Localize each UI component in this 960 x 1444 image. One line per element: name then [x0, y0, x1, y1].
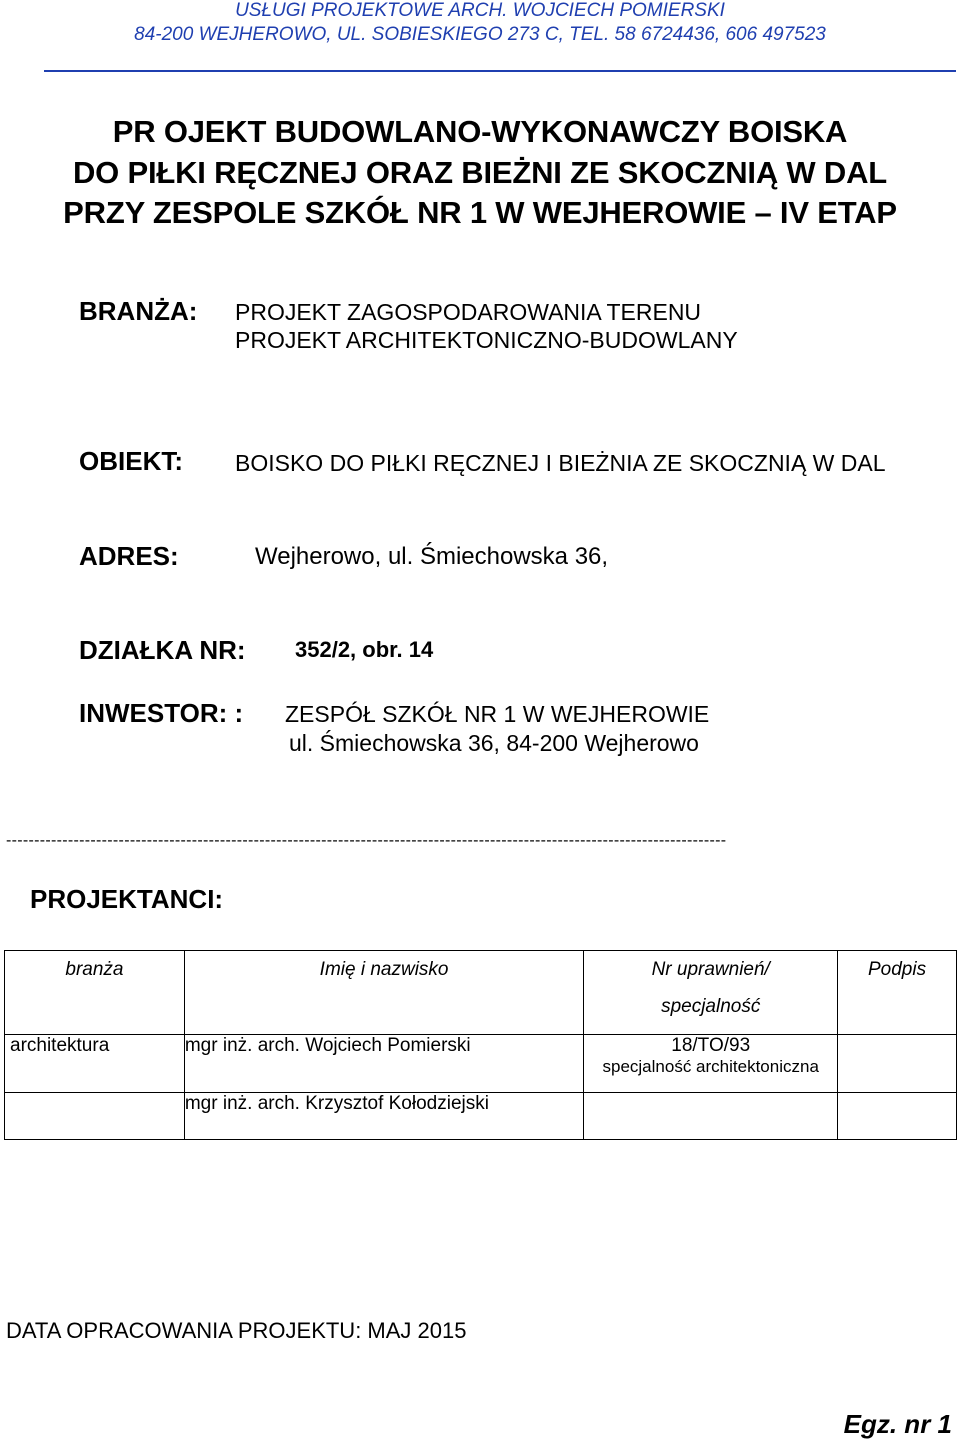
table-row — [5, 1035, 957, 1093]
title-line-2: DO PIŁKI RĘCZNEJ ORAZ BIEŻNI ZE SKOCZNIĄ W DAL — [72, 155, 888, 190]
dashed-separator: -------------------------------------------------------------------------------------------------------------------------------- — [6, 832, 727, 849]
inwestor-value-1: ZESPÓŁ SZKÓŁ NR 1 W WEJHEROWIE — [285, 701, 710, 727]
obiekt-label: OBIEKT: — [79, 446, 183, 476]
dzialka-value: 352/2, obr. 14 — [295, 637, 434, 662]
branza-label: BRANŻA: — [79, 296, 198, 326]
header-podpis: Podpis — [838, 951, 957, 1035]
inwestor-value-2: ul. Śmiechowska 36, 84-200 Wejherowo — [289, 730, 699, 756]
projektanci-table — [4, 950, 957, 1140]
row-1-name: mgr inż. arch. Wojciech Pomierski — [184, 1035, 583, 1093]
header-divider — [44, 70, 956, 72]
row-1-specjalnosc: specjalność architektoniczna — [602, 1057, 819, 1076]
dzialka-label: DZIAŁKA NR: — [79, 635, 246, 665]
row-1-branza: architektura — [5, 1035, 185, 1093]
header-company-name: USŁUGI PROJEKTOWE ARCH. WOJCIECH POMIERSKI — [235, 0, 725, 21]
adres-value: Wejherowo, ul. Śmiechowska 36, — [255, 543, 609, 570]
row-1-uprawnienia — [584, 1035, 838, 1093]
title-line-1: PR OJEKT BUDOWLANO-WYKONAWCZY BOISKA — [112, 114, 848, 149]
title-line-3: PRZY ZESPOLE SZKÓŁ NR 1 W WEJHEROWIE – IV ETAP — [63, 195, 897, 230]
branza-value-2: PROJEKT ARCHITEKTONICZNO-BUDOWLANY — [235, 327, 738, 353]
row-1-nr: 18/TO/93 — [671, 1035, 751, 1056]
table-header-row — [5, 951, 957, 1035]
header-nr-line-2: specjalność — [661, 996, 761, 1017]
header-company-address: 84-200 WEJHEROWO, UL. SOBIESKIEGO 273 C, TEL. 58 6724436, 606 497523 — [134, 24, 826, 45]
projektanci-heading: PROJEKTANCI: — [30, 884, 224, 914]
row-1-podpis — [838, 1035, 957, 1093]
row-2-podpis — [838, 1093, 957, 1140]
copy-number: Egz. nr 1 — [843, 1409, 952, 1439]
obiekt-value: BOISKO DO PIŁKI RĘCZNEJ I BIEŻNIA ZE SKOCZNIĄ W DAL — [235, 450, 886, 476]
inwestor-label: INWESTOR: : — [79, 698, 244, 728]
branza-value-1: PROJEKT ZAGOSPODAROWANIA TERENU — [235, 299, 702, 325]
adres-label: ADRES: — [79, 541, 179, 571]
date-of-project: DATA OPRACOWANIA PROJEKTU: MAJ 2015 — [6, 1318, 467, 1343]
row-2-uprawnienia — [584, 1093, 838, 1140]
header-name: Imię i nazwisko — [184, 951, 583, 1035]
header-nr-uprawnien — [584, 951, 838, 1035]
row-2-branza — [5, 1093, 185, 1140]
table-row — [5, 1093, 957, 1140]
header-branza: branża — [5, 951, 185, 1035]
row-2-name: mgr inż. arch. Krzysztof Kołodziejski — [184, 1093, 583, 1140]
header-nr-line-1: Nr uprawnień/ — [651, 959, 770, 980]
